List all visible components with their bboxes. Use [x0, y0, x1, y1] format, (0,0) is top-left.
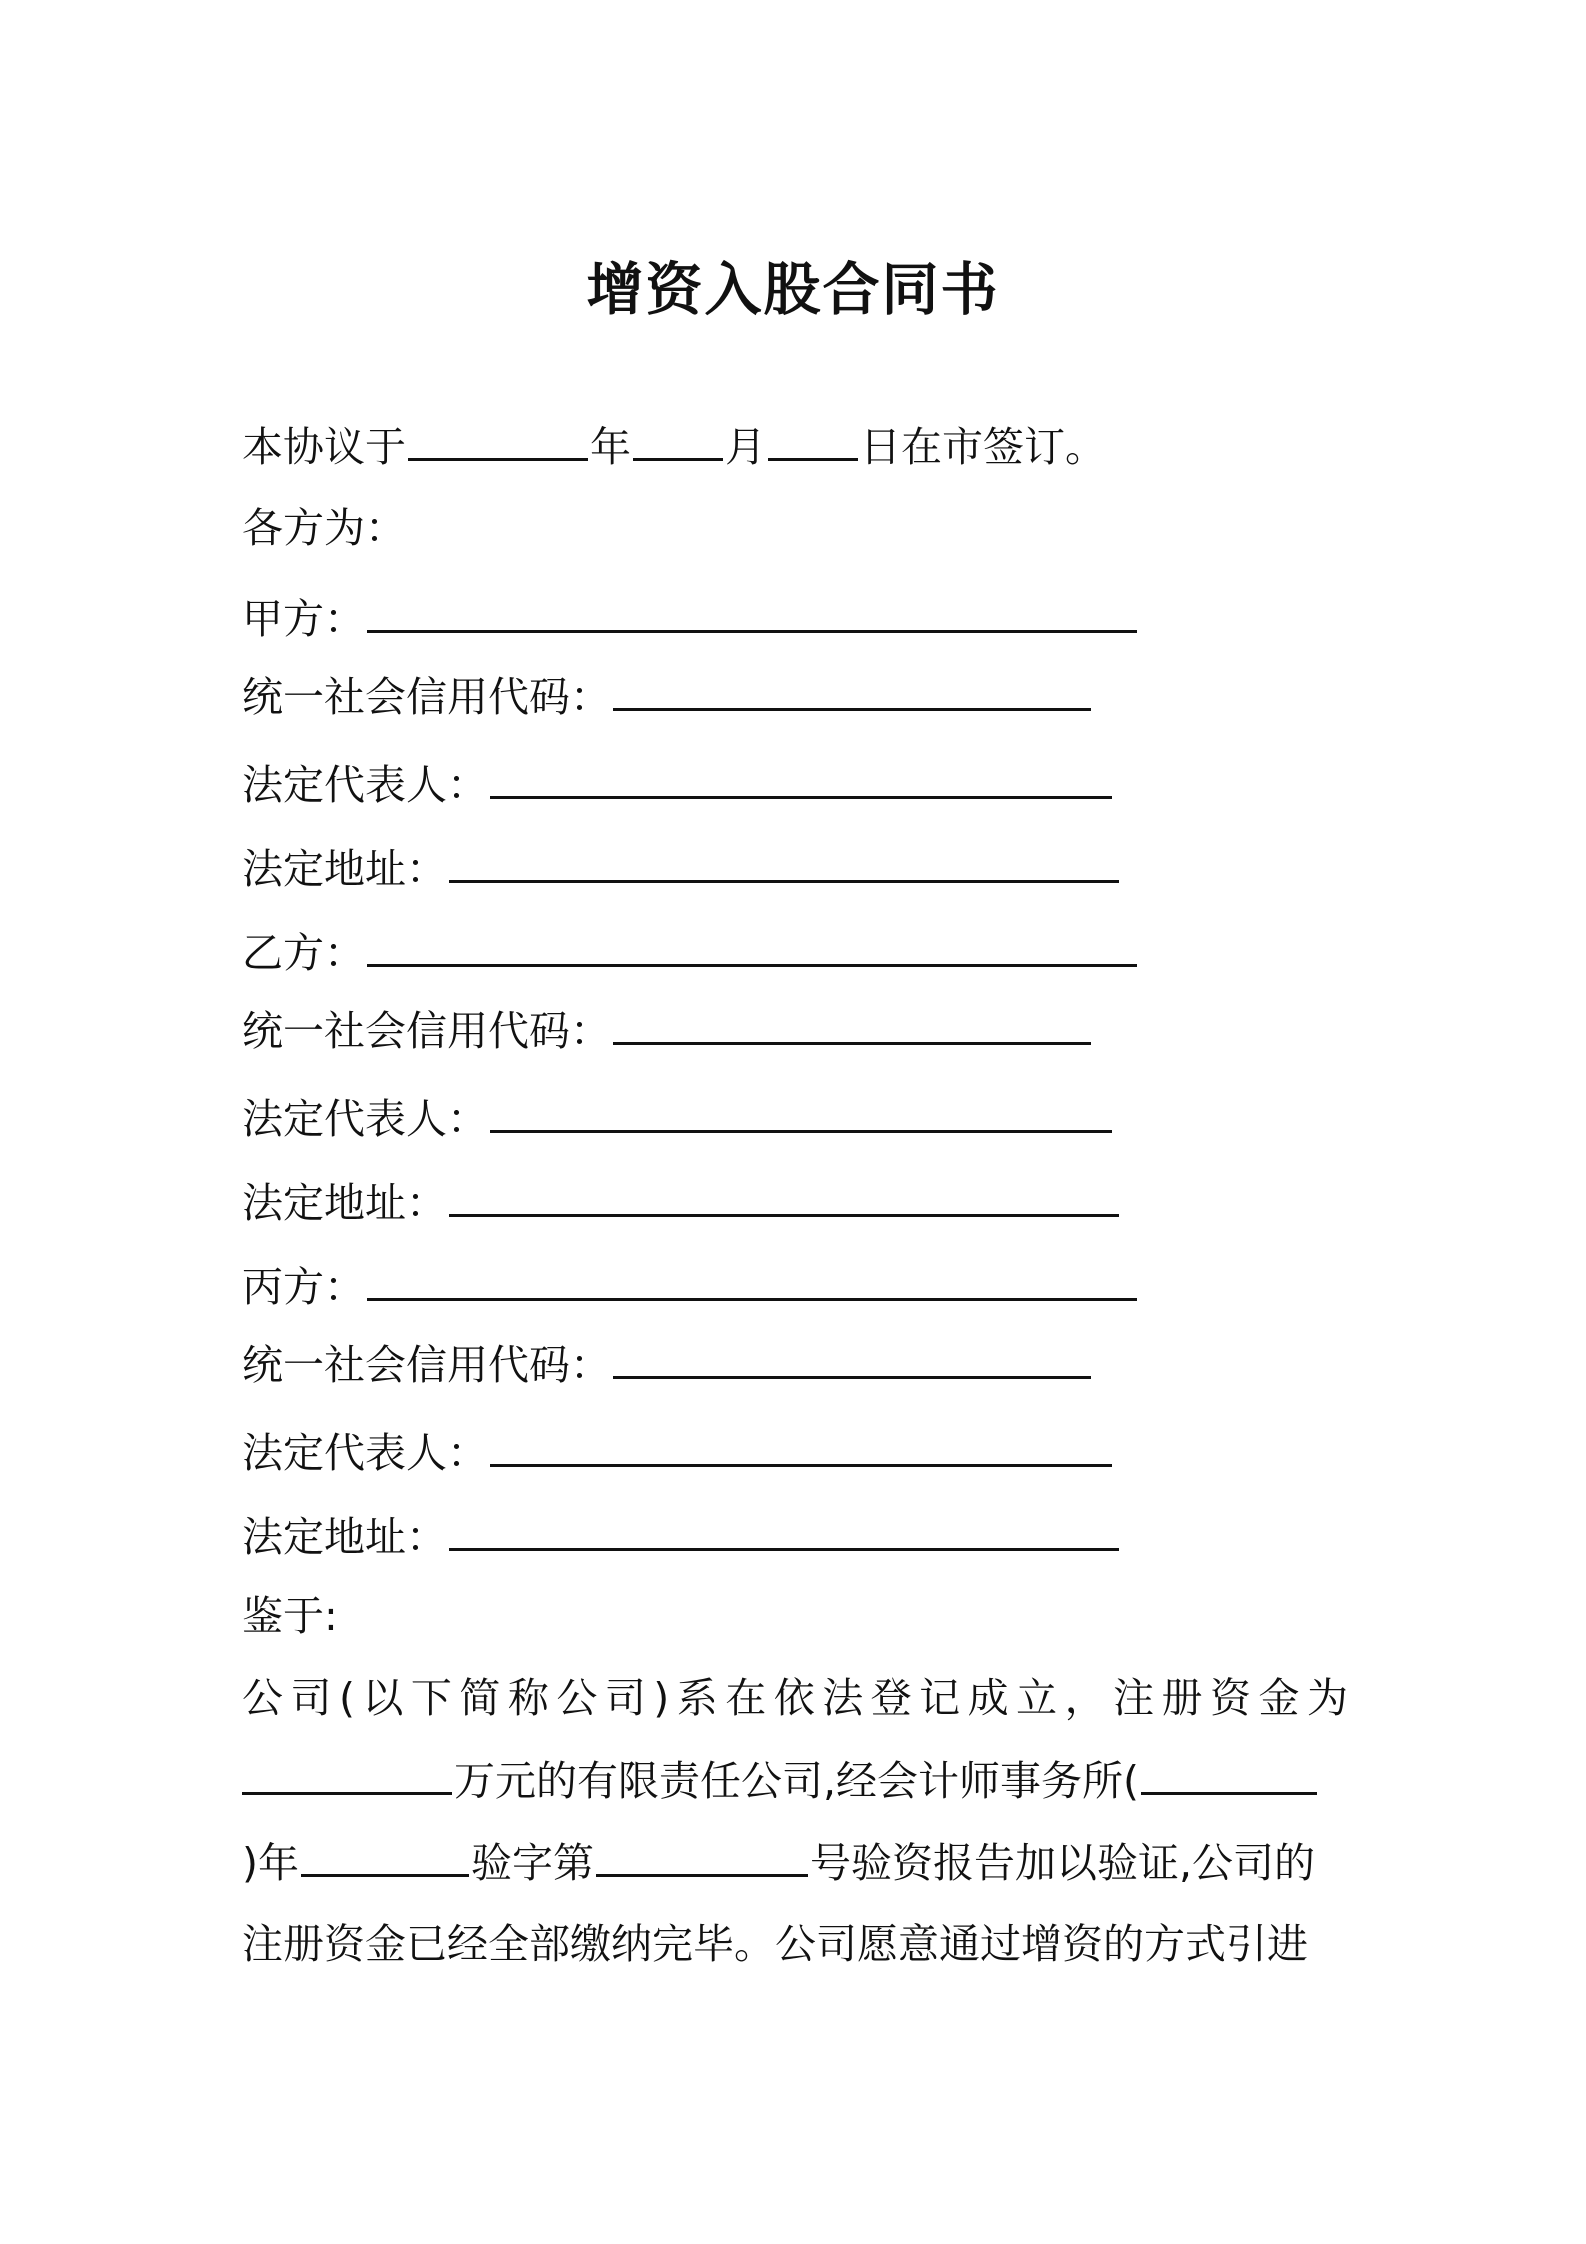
accounting-firm-blank[interactable] — [1141, 1752, 1317, 1795]
party-b-name-label: 乙方： — [242, 929, 365, 977]
year-label: 年 — [590, 423, 631, 471]
party-a-name-row — [242, 590, 1139, 647]
party-b-code-blank[interactable] — [613, 1002, 1091, 1045]
body-line-2-text: 万元的有限责任公司,经会计师事务所( — [454, 1757, 1140, 1805]
party-c-rep-row — [242, 1424, 1114, 1481]
party-c-addr-blank[interactable] — [449, 1508, 1119, 1551]
body-line-3-year: )年 — [242, 1839, 299, 1887]
party-a-rep-label: 法定代表人： — [242, 761, 488, 809]
party-a-code-blank[interactable] — [613, 668, 1091, 711]
party-c-name-label: 丙方： — [242, 1263, 365, 1311]
party-b-rep-label: 法定代表人： — [242, 1095, 488, 1143]
party-c-addr-label: 法定地址： — [242, 1513, 447, 1561]
party-b-code-row — [242, 1002, 1093, 1059]
body-line-1: 公司(以下简称公司)系在依法登记成立，注册资金为 — [242, 1674, 1354, 1722]
party-c-name-blank[interactable] — [367, 1258, 1137, 1301]
party-b-rep-blank[interactable] — [490, 1090, 1112, 1133]
body-line-2 — [242, 1752, 1354, 1809]
party-c-addr-row — [242, 1508, 1121, 1565]
party-b-code-label: 统一社会信用代码： — [242, 1007, 611, 1055]
party-c-code-label: 统一社会信用代码： — [242, 1341, 611, 1389]
party-c-name-row — [242, 1258, 1139, 1315]
document-title: 增资入股合同书 — [586, 257, 1000, 323]
year-blank[interactable] — [408, 418, 588, 461]
month-label: 月 — [725, 423, 766, 471]
body-line-4: 注册资金已经全部缴纳完毕。公司愿意通过增资的方式引进 — [242, 1920, 1308, 1968]
verification-year-blank[interactable] — [301, 1834, 469, 1877]
month-blank[interactable] — [633, 418, 723, 461]
body-line-3-verify: 验字第 — [471, 1839, 594, 1887]
party-b-rep-row — [242, 1090, 1114, 1147]
party-a-rep-row — [242, 756, 1114, 813]
party-c-rep-label: 法定代表人： — [242, 1429, 488, 1477]
party-b-addr-label: 法定地址： — [242, 1179, 447, 1227]
party-b-name-row — [242, 924, 1139, 981]
party-b-name-blank[interactable] — [367, 924, 1137, 967]
signing-date-line — [242, 418, 1106, 475]
party-b-addr-row — [242, 1174, 1121, 1231]
verification-number-blank[interactable] — [596, 1834, 808, 1877]
party-c-code-blank[interactable] — [613, 1336, 1091, 1379]
day-blank[interactable] — [768, 418, 858, 461]
parties-intro: 各方为： — [242, 504, 406, 552]
party-a-addr-blank[interactable] — [449, 840, 1119, 883]
whereas-heading: 鉴于: — [242, 1592, 338, 1640]
body-line-3-report: 号验资报告加以验证,公司的 — [810, 1839, 1316, 1887]
party-a-addr-label: 法定地址： — [242, 845, 447, 893]
party-a-name-label: 甲方： — [242, 595, 365, 643]
party-a-code-label: 统一社会信用代码： — [242, 673, 611, 721]
capital-amount-blank[interactable] — [242, 1752, 452, 1795]
party-a-code-row — [242, 668, 1093, 725]
party-a-addr-row — [242, 840, 1121, 897]
intro-prefix: 本协议于 — [242, 423, 406, 471]
party-a-rep-blank[interactable] — [490, 756, 1112, 799]
body-line-3 — [242, 1834, 1354, 1891]
party-c-code-row — [242, 1336, 1093, 1393]
party-b-addr-blank[interactable] — [449, 1174, 1119, 1217]
party-a-name-blank[interactable] — [367, 590, 1137, 633]
day-place-label: 日在市签订。 — [860, 423, 1106, 471]
party-c-rep-blank[interactable] — [490, 1424, 1112, 1467]
